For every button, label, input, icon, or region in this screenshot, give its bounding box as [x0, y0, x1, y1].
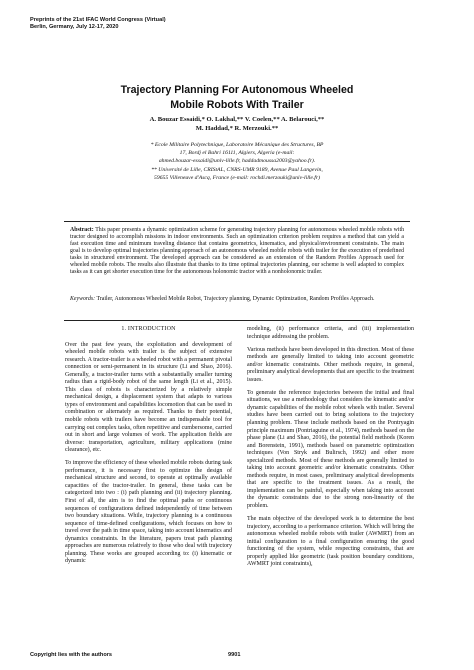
conference-header [30, 17, 166, 31]
footer-copyright: Copyright lies with the authors [30, 652, 113, 658]
abstract [70, 227, 404, 276]
header-line-1: Preprints of the 21st IFAC World Congress (Virtual) [30, 17, 166, 23]
section-heading: 1. INTRODUCTION [121, 326, 176, 332]
affiliations [40, 141, 434, 182]
keywords [70, 296, 404, 303]
title-line-1: Trajectory Planning For Autonomous Wheeled [120, 84, 354, 96]
body-paragraph: Over the past few years, the exploitation and development of wheeled mobile robots with trailer is the subject of extensive research. A tractor-trailer is a wheeled robot with a permanent pivotal connection or semi-permanent in its structure (Li and Shao, 2016). Generally, a tractor-trailer turns with a substantially smaller turning radius than a rigid-body robot of the same length (Li et al., 2015). This class of robots is characterized by a relatively simple mechanical design, a displacement system that adapts to various types of environment and capabilities locomotion that can be used in combination or alternately as required. Thanks to their potential, mobile robots with trailers have become an indispensable tool for carrying out complex tasks, often repetitive and cumbersome, carried out in short and large volumes of work. The application fields are diverse: transportation, agriculture, military applications (mine clearance), etc. [65, 341, 232, 454]
body-paragraph: modeling, (ii) performance criteria, and (iii) implementation technique addressing the problem. [247, 326, 414, 340]
left-column [65, 326, 232, 571]
keywords-label: Keywords: [70, 296, 96, 302]
keywords-text: Trailer, Autonomous Wheeled Mobile Robot, Trajectory planning, Dynamic Optimization, Random Profiles Approach. [96, 296, 375, 302]
abstract-text: This paper presents a dynamic optimization scheme for generating trajectory planning for autonomous wheeled mobile robots with tractor designed to accomplish missions in indoor environments. Such an optimization criterion problem requires a method that can yield a fast execution time and minimum traveling distance that contains geometrics, kinematics, and physical/environment constraints. The main goal is to develop optimal trajectories planning approach of an autonomous wheeled mobile robots with trailer for the execution of predefined tasks in structured environment. The developed approach can be considered as an extension of the Random Profiles Approach used for wheeled mobile robots. The results also illustrate that thanks to its time optimal trajectories planning, our scheme is well adapted to complex tasks as it can get shorter execution time for the autonomous holonomic tractor with a nonholonomic trailer. [70, 227, 405, 276]
authors-line-2: M. Haddad,* R. Merzouki.** [195, 124, 279, 132]
footer-page-number: 9901 [228, 652, 241, 658]
author-list [40, 116, 434, 133]
header-line-2: Berlin, Germany, July 12-17, 2020 [30, 24, 119, 30]
body-paragraph: The main objective of the developed work is to determine the best trajectory, according to a performance criterion. Which will bring the autonomous wheeled mobile robots with trailer (AWMRT) from an initial configuration to a final configuration ensuring the good functioning of the system, while respecting constraints, that are properly applied like geometric (task position boundary conditions, AWMRT joint constraints), [247, 516, 414, 568]
affiliation-line: * Ecole Militaire Polytechnique, Laboratoire Mécanique des Structures, BP [150, 142, 324, 148]
body-paragraph: Various methods have been developed in this direction. Most of these methods are generally limited to taking into account geometric and/or kinematic constraints. Other methods require, in general, preliminary analytical developments that are specific to the treatment issues. [247, 346, 414, 383]
affiliation-line: 59655 Villeneuve d'Ascq, France (e-mail: rochdi.merzouki@univ-lille.fr) [154, 174, 320, 181]
affiliation-line: 17, Bordj el Bahri 16111, Algiers, Algeria (e-mail: [179, 150, 295, 157]
paper-title [40, 83, 434, 113]
right-column [247, 326, 414, 574]
title-line-2: Mobile Robots With Trailer [170, 99, 304, 111]
affiliation-line: ahmed.bouzar-essaidi@univ-lille.fr, haddadmoussa2003@yahoo.fr). [158, 158, 316, 165]
abstract-label: Abstract: [70, 227, 94, 233]
body-paragraph: To generate the reference trajectories between the initial and final situations, we use a methodology that considers the kinematic and/or dynamic capabilities of the mobile robot wheels with trailer. Several studies have been carried out to bring solutions to the trajectory planning problem. These include methods based on the Pontryagin principle maximum (Pontriaguine et al., 1974), methods based on the phase plane (Li and Shao, 2016), the potential field methods (Koren and Borenstein, 1991), methods based on parametric optimization techniques (Von Stryk and Bulirsch, 1992) and other more specialized methods. Most of these methods are generally limited to taking into account geometric and/or kinematic constraints. Other methods require, in most cases, preliminary analytical developments that are specific to the treatment issues. As a result, the implementation can be painful, especially when taking into account the dynamic constraints due to the strong non-linearity of the problem. [247, 389, 414, 510]
body-paragraph: To improve the efficiency of these wheeled mobile robots during task performance, it is necessary first to optimize the design of mechanical structure and second, to operate at optimally available capacities of the tractor-trailer. In general, these tasks can be categorized into two : (i) path planning and (ii) trajectory planning. First of all, the aim is to find the optimal paths or continuous sequences of configurations defined independently of time between two boundary situations. While, trajectory planning is a continuous sequence of time-defined configurations, which focuses on how to travel over the path in time space, taking into account kinematics and dynamics constraints. In the literature, papers treat path planning approaches are numerous relatively to those who deal with trajectory planning. These works are grouped according to: (i) kinematic or dynamic [65, 460, 232, 565]
authors-line-1: A. Bouzar Essaidi,* O. Lakhal,** V. Coelen,** A. Belarouci,** [149, 116, 325, 123]
affiliation-line: ** Université de Lille, CRIStAL, CNRS-UMR 9189, Avenue Paul Langevin, [151, 166, 323, 173]
